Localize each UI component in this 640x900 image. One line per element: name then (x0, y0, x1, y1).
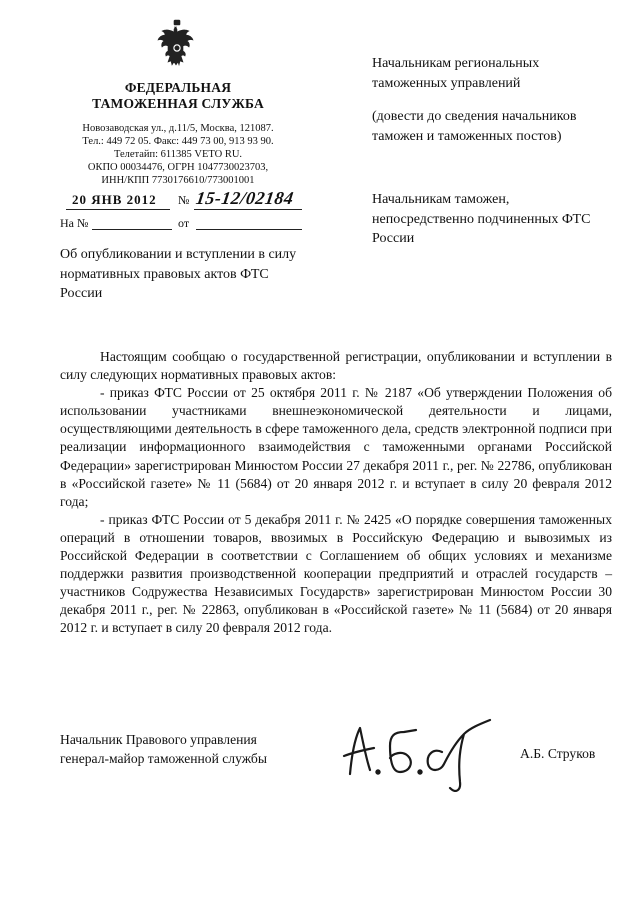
addressee-regional-heads: Начальникам региональных таможенных управлений (372, 56, 540, 91)
letter-body (60, 348, 612, 638)
addressee-customs-heads: Начальникам таможен, непосредственно подчиненных ФТС России (372, 192, 591, 246)
signatory-position (60, 730, 267, 768)
registration-number-handwritten: 15-12/02184 (194, 188, 295, 208)
organization-address: Новозаводская ул., д.11/5, Москва, 121087. (82, 123, 274, 134)
organization-name-line2: ТАМОЖЕННАЯ СЛУЖБА (92, 96, 264, 111)
organization-inn: ИНН/КПП 7730176610/773001001 (101, 175, 255, 186)
body-intro-paragraph: Настоящим сообщаю о государственной регистрации, опубликовании и вступлении в силу следующих нормативных правовых актов: (60, 349, 612, 383)
addressee-regional-note: (довести до сведения начальников таможен и таможенных постов) (372, 109, 577, 144)
letter-subject: Об опубликовании и вступлении в силу нормативных правовых актов ФТС России (60, 247, 297, 301)
reference-date-line (196, 229, 302, 230)
organization-teletype: Телетайп: 611385 VETO RU. (113, 149, 243, 160)
reference-number-line (92, 229, 172, 230)
body-item-order-2425: - приказ ФТС России от 5 декабря 2011 г. № 2425 «О порядке совершения таможенных операций в отношении товаров, ввозимых в Российскую Федерацию и вывозимых из Российской Федерации в соответствии с Соглашением об общих условиях и механизме поддержки развития производственной кооперации предприятий и отраслей государств – участников Содружества Независимых Государств» зарегистрирован Минюстом России 30 декабря 2011 г., рег. № 22863, опубликован в «Российской газете» № 11 (5684) от 20 января 2012 г. и вступает в силу 20 февраля 2012 года. (60, 511, 612, 636)
double-headed-eagle-emblem-icon (154, 18, 200, 74)
date-underline (66, 209, 170, 210)
organization-name-line1: ФЕДЕРАЛЬНАЯ (124, 80, 232, 95)
registration-date-stamp: 20 ЯНВ 2012 (72, 192, 157, 207)
signatory-position-line2: генерал-майор таможенной службы (60, 751, 267, 766)
number-underline (194, 209, 302, 210)
signatory-name: А.Б. Струков (520, 746, 596, 761)
reference-number-label: На № (60, 216, 89, 230)
body-item-order-2187: - приказ ФТС России от 25 октября 2011 г. № 2187 «Об утверждении Положения об использовании участниками внешнеэкономической деятельности и лицами, осуществляющими деятельность в сфере таможенного дела, средств электронной подписи при реализации информационного взаимодействия с таможенными органами Российской Федерации» зарегистрирован Минюстом России 27 декабря 2011 г., рег. № 22786, опубликован в «Российской газете» № 11 (5684) от 20 января 2012 г. и вступает в силу 20 февраля 2012 года; (60, 385, 612, 509)
signatory-position-line1: Начальник Правового управления (60, 732, 257, 747)
organization-okpo: ОКПО 00034476, ОГРН 1047730023703, (87, 162, 269, 173)
handwritten-signature (330, 702, 510, 792)
registration-number-label: № (178, 193, 190, 207)
organization-phones: Тел.: 449 72 05. Факс: 449 73 00, 913 93 90. (82, 136, 274, 147)
reference-date-label: от (178, 216, 190, 230)
